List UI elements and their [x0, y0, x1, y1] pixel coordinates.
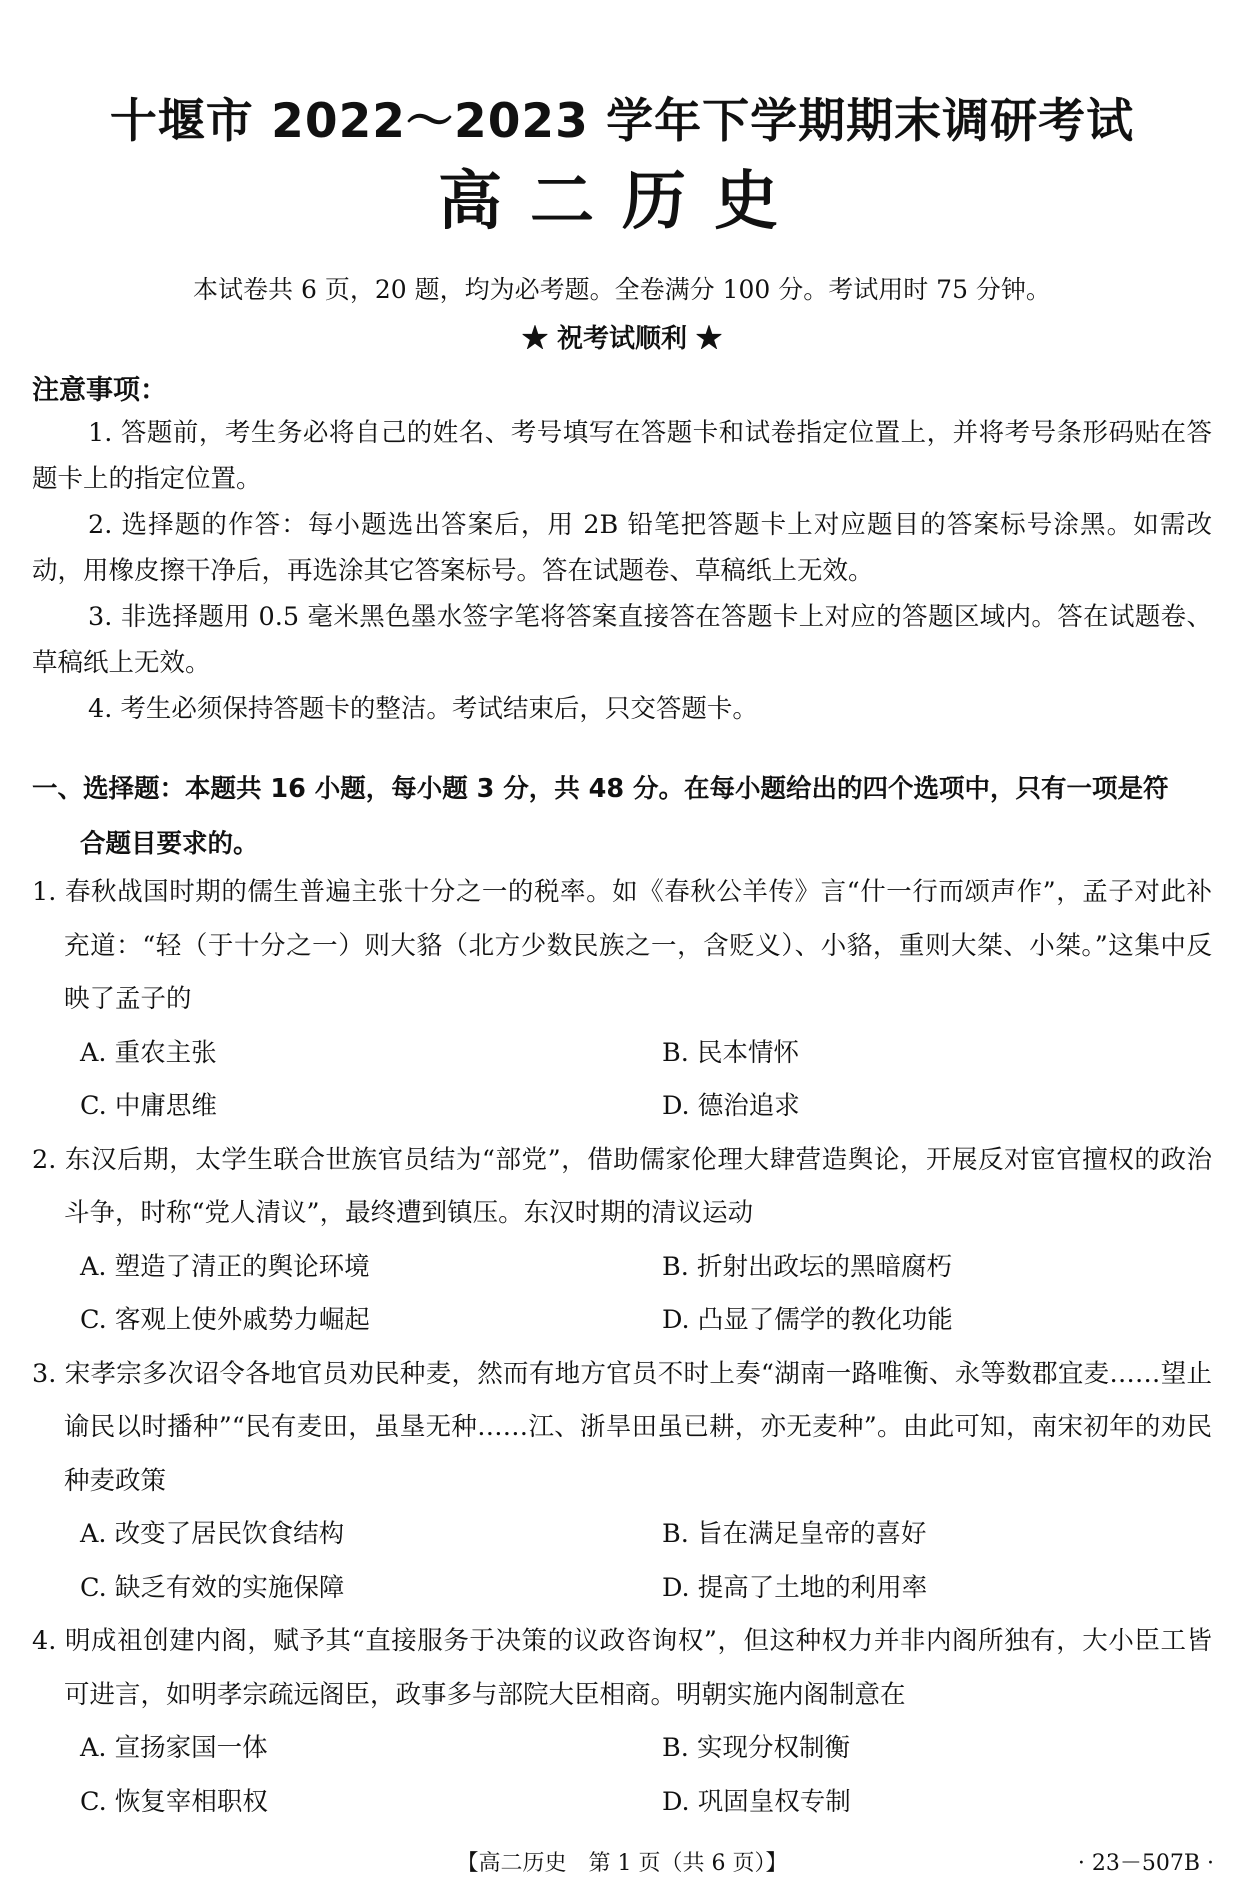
exam-title: 十堰市 2022～2023 学年下学期期末调研考试 — [109, 94, 1135, 149]
subject-title: 高二历史 — [438, 165, 806, 239]
section-heading-line: 合题目要求的。 — [80, 829, 259, 859]
question-list — [32, 866, 1212, 1829]
notice-item: 4. 考生必须保持答题卡的整洁。考试结束后，只交答题卡。 — [88, 694, 758, 724]
page-footer: 【高二历史 第 1 页（共 6 页）】 — [456, 1851, 788, 1876]
section-heading — [32, 762, 1212, 872]
option-a: A. 重农主张 — [80, 1037, 217, 1068]
option-a: A. 改变了居民饮食结构 — [80, 1519, 345, 1549]
option-b: B. 折射出政坛的黑暗腐朽 — [662, 1251, 952, 1282]
question-1 — [32, 866, 1212, 1134]
option-c: C. 客观上使外戚势力崛起 — [80, 1305, 370, 1335]
option-d: D. 德治追求 — [662, 1091, 800, 1121]
notice-item: 1. 答题前，考生务必将自己的姓名、考号填写在答题卡和试卷指定位置上，并将考号条形码贴在答题卡上的指定位置。 — [32, 418, 1212, 494]
question-stem: 3. 宋孝宗多次诏令各地官员劝民种麦，然而有地方官员不时上奏“湖南一路唯衡、永等数郡宜麦……望止谕民以时播种”“民有麦田，虽垦无种……江、浙旱田虽已耕，亦无麦种”。由此可知，南宋初年的劝民种麦政策 — [32, 1358, 1212, 1496]
option-b: B. 民本情怀 — [662, 1037, 799, 1068]
notice-item: 3. 非选择题用 0.5 毫米黑色墨水签字笔将答案直接答在答题卡上对应的答题区域内。答在试题卷、草稿纸上无效。 — [32, 602, 1212, 678]
notice-item: 2. 选择题的作答：每小题选出答案后，用 2B 铅笔把答题卡上对应题目的答案标号涂黑。如需改动，用橡皮擦干净后，再选涂其它答案标号。答在试题卷、草稿纸上无效。 — [32, 510, 1212, 586]
question-4 — [32, 1615, 1212, 1829]
question-2 — [32, 1134, 1212, 1348]
question-stem: 2. 东汉后期，太学生联合世族官员结为“部党”，借助儒家伦理大肆营造舆论，开展反对宦官擅权的政治斗争，时称“党人清议”，最终遭到镇压。东汉时期的清议运动 — [32, 1144, 1212, 1228]
question-stem: 4. 明成祖创建内阁，赋予其“直接服务于决策的议政咨询权”，但这种权力并非内阁所独有，大小臣工皆可进言，如明孝宗疏远阁臣，政事多与部院大臣相商。明朝实施内阁制意在 — [32, 1626, 1212, 1710]
option-grid — [80, 1508, 1212, 1615]
question-stem: 1. 春秋战国时期的儒生普遍主张十分之一的税率。如《春秋公羊传》言“什一行而颂声作”，孟子对此补充道：“轻（于十分之一）则大貉（北方少数民族之一，含贬义）、小貉，重则大桀、小桀。”这集中反映了孟子的 — [32, 877, 1212, 1014]
good-luck-line: ★ 祝考试顺利 ★ — [521, 324, 723, 354]
notice-list — [32, 410, 1212, 732]
option-a: A. 塑造了清正的舆论环境 — [80, 1251, 370, 1282]
notice-title: 注意事项： — [32, 375, 167, 406]
section-heading-line: 一、选择题：本题共 16 小题，每小题 3 分，共 48 分。在每小题给出的四个选项中，只有一项是符 — [32, 774, 1169, 804]
option-grid — [80, 1027, 1212, 1134]
option-grid — [80, 1722, 1212, 1829]
option-c: C. 中庸思维 — [80, 1091, 217, 1121]
option-d: D. 巩固皇权专制 — [662, 1786, 851, 1817]
option-a: A. 宣扬家国一体 — [80, 1733, 268, 1763]
option-c: C. 缺乏有效的实施保障 — [80, 1572, 345, 1603]
option-b: B. 实现分权制衡 — [662, 1733, 850, 1763]
option-c: C. 恢复宰相职权 — [80, 1786, 268, 1817]
option-grid — [80, 1241, 1212, 1348]
option-b: B. 旨在满足皇帝的喜好 — [662, 1519, 927, 1549]
question-3 — [32, 1348, 1212, 1616]
option-d: D. 提高了土地的利用率 — [662, 1572, 928, 1603]
exam-info: 本试卷共 6 页，20 题，均为必考题。全卷满分 100 分。考试用时 75 分钟。 — [193, 275, 1051, 304]
paper-code: · 23－507B · — [1077, 1851, 1214, 1876]
option-d: D. 凸显了儒学的教化功能 — [662, 1305, 953, 1335]
